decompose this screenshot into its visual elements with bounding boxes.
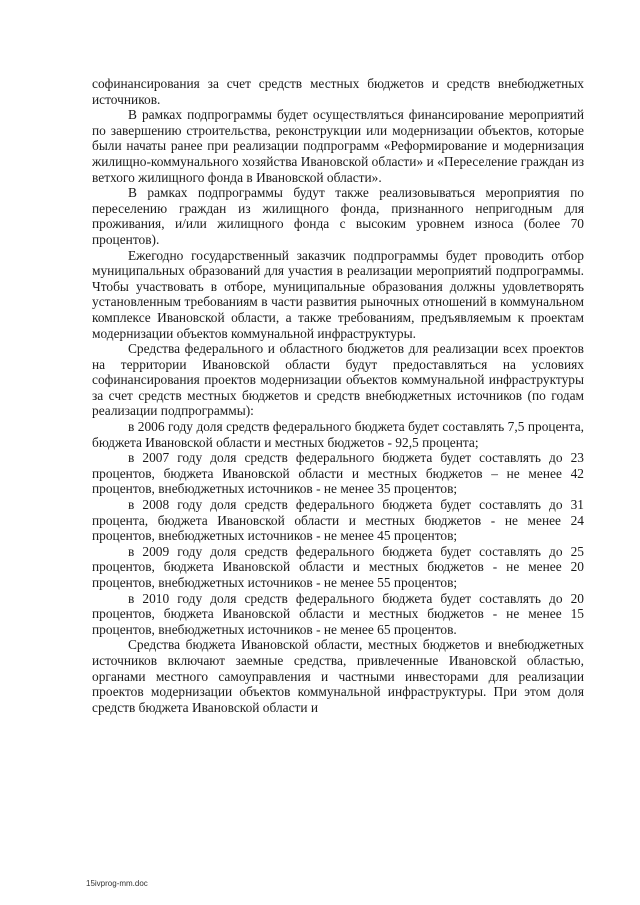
paragraph: в 2007 году доля средств федерального бюджета будет составлять до 23 процентов, бюджета Ивановской области и местных бюджетов – не менее 42 процентов, внебюджетных источников - не менее 35 процентов; — [92, 450, 584, 497]
paragraph: в 2009 году доля средств федерального бюджета будет составлять до 25 процентов, бюджета Ивановской области и местных бюджетов - не менее 20 процентов, внебюджетных источников - не менее 55 процентов; — [92, 543, 584, 590]
paragraph: В рамках подпрограммы будут также реализовываться мероприятия по переселению граждан из жилищного фонда, признанного непригодным для проживания, и/или жилищного фонда с высоким уровнем износа (более 70 процентов). — [92, 185, 584, 247]
paragraph: в 2010 году доля средств федерального бюджета будет составлять до 20 процентов, бюджета Ивановской области и местных бюджетов - не менее 15 процентов, внебюджетных источников - не менее 65 процентов. — [92, 590, 584, 637]
paragraph: софинансирования за счет средств местных бюджетов и средств внебюджетных источников. — [92, 76, 584, 107]
paragraph: Средства бюджета Ивановской области, местных бюджетов и внебюджетных источников включают заемные средства, привлеченные Ивановской областью, органами местного самоуправления и частными инвесторами для реализации проектов модернизации объектов коммунальной инфраструктуры. При этом доля средств бюджета Ивановской области и — [92, 637, 584, 715]
paragraph: В рамках подпрограммы будет осуществляться финансирование мероприятий по завершению строительства, реконструкции или модернизации объектов, которые были начаты ранее при реализации подпрограмм «Реформирование и модернизация жилищно-коммунального хозяйства Ивановской области» и «Переселение граждан из ветхого жилищного фонда в Ивановской области». — [92, 107, 584, 185]
footer-filename: 15ivprog-mm.doc — [86, 879, 148, 888]
body-text — [92, 76, 584, 715]
paragraph: в 2008 году доля средств федерального бюджета будет составлять до 31 процента, бюджета Ивановской области и местных бюджетов - не менее 24 процентов, внебюджетных источников - не менее 45 процентов; — [92, 497, 584, 544]
paragraph: Средства федерального и областного бюджетов для реализации всех проектов на территории Ивановской области будут предоставляться на условиях софинансирования проектов модернизации объектов коммунальной инфраструктуры за счет средств местных бюджетов и средств внебюджетных источников (по годам реализации подпрограммы): — [92, 341, 584, 419]
paragraph: Ежегодно государственный заказчик подпрограммы будет проводить отбор муниципальных образований для участия в реализации мероприятий подпрограммы. Чтобы участвовать в отборе, муниципальные образования должны удовлетворять установленным требованиям в части развития рыночных отношений в коммунальном комплексе Ивановской области, а также требованиям, предъявляемым к проектам модернизации объектов коммунальной инфраструктуры. — [92, 247, 584, 341]
paragraph: в 2006 году доля средств федерального бюджета будет составлять 7,5 процента, бюджета Ивановской области и местных бюджетов - 92,5 процента; — [92, 419, 584, 450]
